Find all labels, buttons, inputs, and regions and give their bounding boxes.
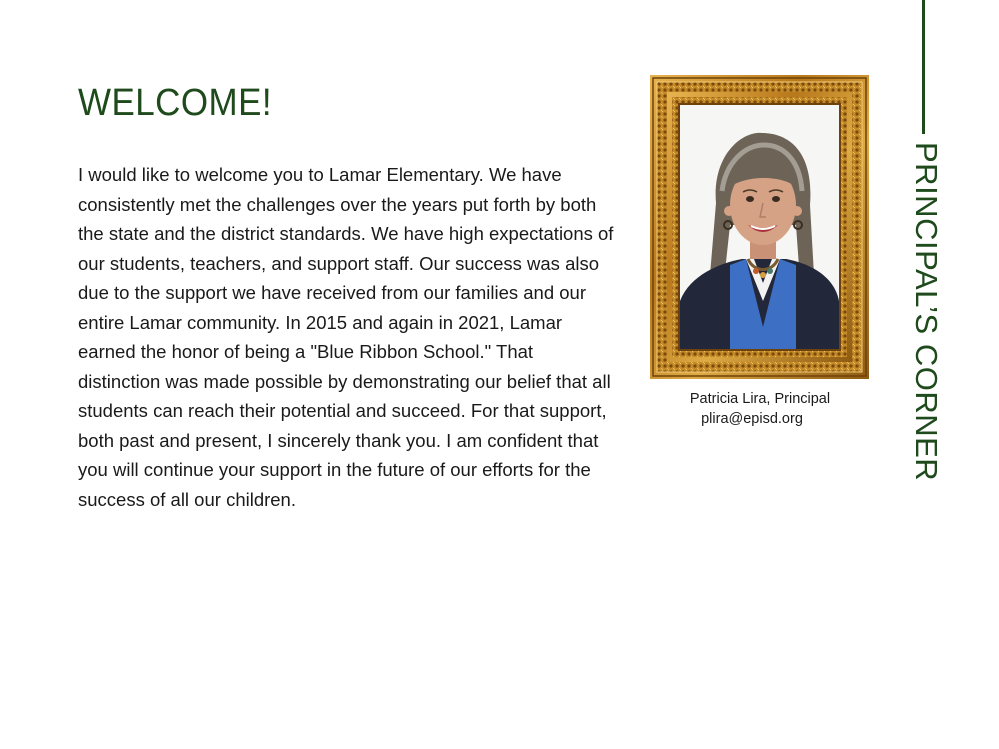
- principal-portrait: [650, 75, 869, 379]
- vertical-divider-line: [922, 0, 925, 134]
- page-title: WELCOME!: [78, 82, 273, 124]
- portrait-caption: [660, 389, 860, 429]
- section-title-vertical: PRINCIPAL’S CORNER: [909, 142, 944, 482]
- principal-email: plira@episd.org: [701, 411, 803, 427]
- principal-photo: [680, 105, 839, 349]
- principal-name: Patricia Lira, Principal: [689, 391, 831, 407]
- welcome-message: I would like to welcome you to Lamar Elementary. We have consistently met the challenges over the years put forth by both the state and the district standards. We have high expectations of our students, teachers, and support staff. Our success was also due to the support we have received from our families and our entire Lamar community. In 2015 and again in 2021, Lamar earned the honor of being a "Blue Ribbon School." That distinction was made possible by demonstrating our belief that all students can reach their potential and succeed. For that support, both past and present, I sincerely thank you. I am confident that you will continue your support in the future of our efforts for the success of all our children.: [78, 164, 614, 510]
